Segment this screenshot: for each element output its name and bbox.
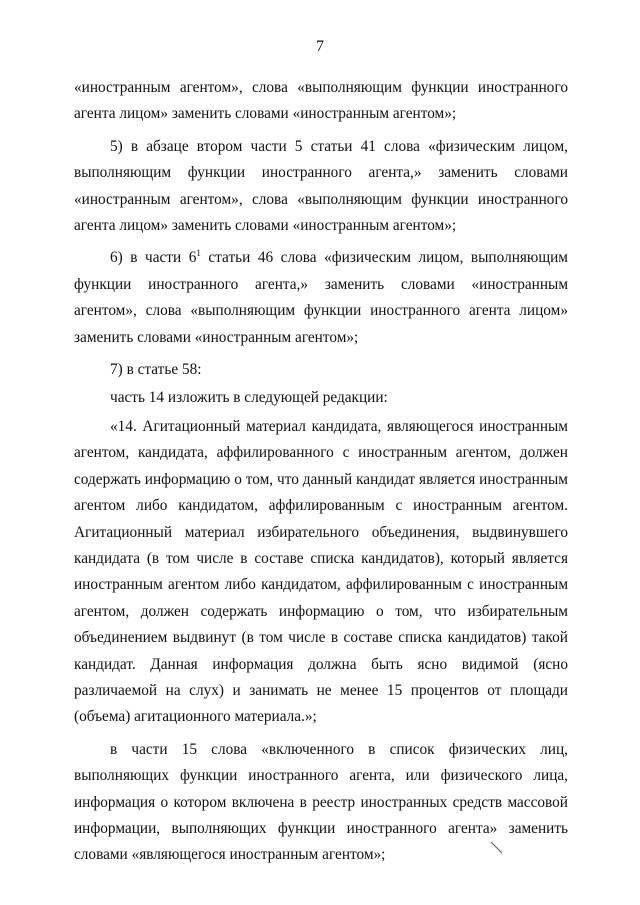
page-number: 7 (316, 38, 324, 55)
pen-mark (489, 840, 505, 856)
paragraph-item-6 (74, 245, 568, 351)
document-body (74, 75, 568, 869)
paragraph-item-6-start: 6) в части 6 (110, 249, 197, 267)
paragraph-item-5: 5) в абзаце втором части 5 статьи 41 слова «физическим лицом, выполняющим функции иностранного агента,» заменить словами «иностранным агентом», слова «выполняющим функции иностранного агента лицом» заменить словами «иностранным агентом»; (74, 137, 568, 235)
paragraph-part-14-text: «14. Агитационный материал кандидата, являющегося иностранным агентом, кандидата, аффилированного с иностранным агентом, должен содержать информацию о том, что данный кандидат является иностранным агентом либо кандидатом, аффилированным с иностранным агентом. Агитационный материал избирательного объединения, выдвинувшего кандидата (в том числе в составе списка кандидатов), который является иностранным агентом либо кандидатом, аффилированным с иностранным агентом, должен содержать информацию о том, что избирательным объединением выдвинут (в том числе в составе списка кандидатов) такой кандидат. Данная информация должна быть ясно видимой (ясно различаемой на слух) и занимать не менее 15 процентов от площади (объема) агитационного материала.»; (74, 417, 568, 726)
paragraph-part-14-intro: часть 14 изложить в следующей редакции: (110, 389, 388, 407)
paragraph-item-7: 7) в статье 58: (110, 361, 202, 379)
paragraph-item-6-rest: статьи 46 слова «физическим лицом, выполняющим функции иностранного агента,» заменить словами «иностранным агентом», слова «выполняющим функции иностранного агента лицом» заменить словами «иностранным агентом»; (74, 249, 568, 346)
paragraph-part-15: в части 15 слова «включенного в список физических лиц, выполняющих функции иностранного агента, или физического лица, информация о котором включена в реестр иностранных средств массовой информации, выполняющих функции иностранного агента» заменить словами «являющегося иностранным агентом»; (74, 740, 568, 864)
superscript-index: 1 (196, 248, 201, 259)
paragraph-continuation: «иностранным агентом», слова «выполняющим функции иностранного агента лицом» заменить словами «иностранным агентом»; (74, 79, 568, 123)
